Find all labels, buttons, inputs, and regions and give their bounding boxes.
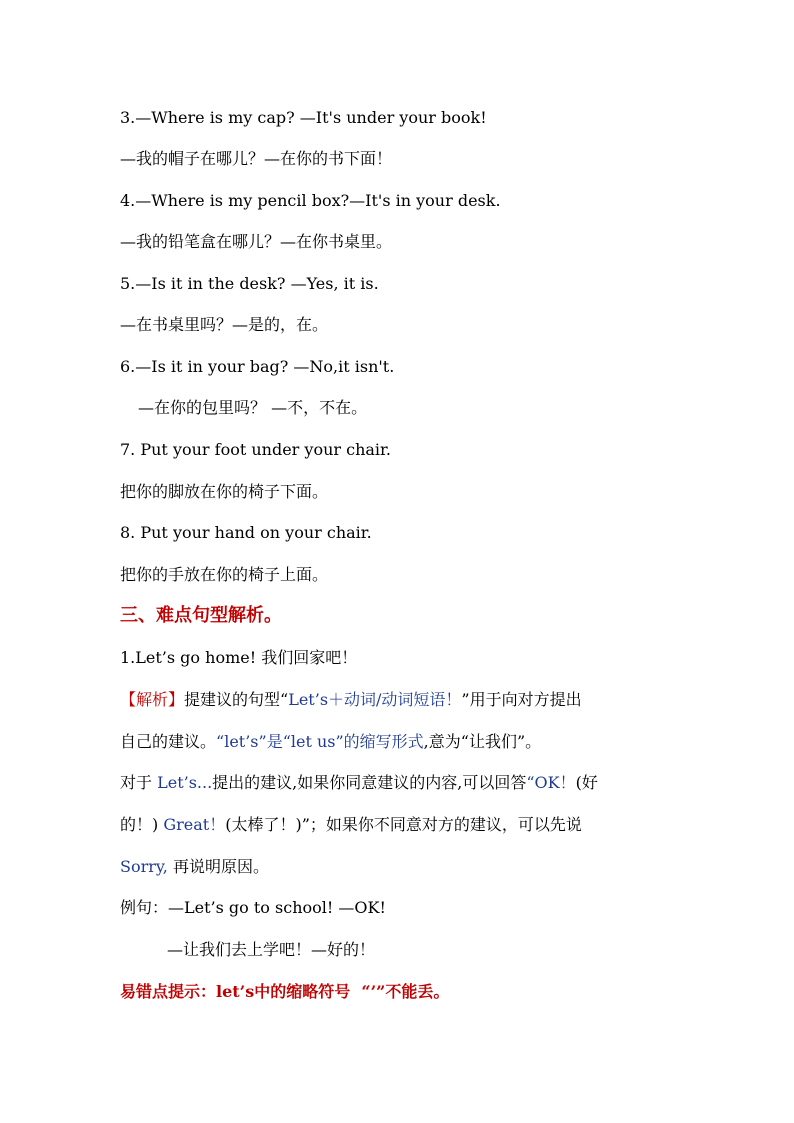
example-zh: —让我们去上学吧！—好的！ <box>167 940 376 959</box>
analysis-text: 再说明原因。 <box>167 857 269 876</box>
sentence-8-zh: 把你的手放在你的椅子上面。 <box>120 565 329 584</box>
sentence-4-en: 4.—Where is my pencil box?—It's in your desk. <box>120 191 501 210</box>
sentence-6-en: 6.—Is it in your bag? —No,it isn't. <box>120 357 395 376</box>
analysis-label: 【解析】 <box>120 690 185 709</box>
analysis-line-2 <box>120 732 541 752</box>
analysis-text: ”；如果你不同意对方的建议，可以先说 <box>301 815 582 834</box>
sentence-7-zh: 把你的脚放在你的椅子下面。 <box>120 482 329 501</box>
sentence-3-zh: —我的帽子在哪儿？—在你的书下面！ <box>120 149 393 168</box>
tip-text: 不能丢。 <box>385 982 450 1001</box>
analysis-text: 自己的建议。 <box>120 732 217 751</box>
analysis-line-3 <box>120 773 598 793</box>
analysis-text: 提出的建议,如果你同意建议的内容,可以回答 <box>212 773 527 792</box>
analysis-line-5 <box>120 857 269 877</box>
analysis-text: (太棒了！) <box>225 815 302 834</box>
lets-text: Let’s... <box>157 773 213 792</box>
ok-text: “OK！ <box>526 773 576 792</box>
analysis-line-1 <box>120 690 582 710</box>
sorry-text: Sorry, <box>120 857 168 876</box>
example-en: 例句：—Let’s go to school! —OK! <box>120 898 386 917</box>
item-title: 1.Let’s go home! 我们回家吧！ <box>120 648 358 667</box>
tip-text: 中的缩略符号 <box>254 982 351 1001</box>
analysis-line-4 <box>120 815 582 835</box>
great-text: Great！ <box>163 815 226 834</box>
tip-symbol: “’” <box>361 982 386 1001</box>
analysis-text: 对于 <box>120 773 158 792</box>
sentence-3-en: 3.—Where is my cap? —It's under your book! <box>120 108 487 127</box>
sentence-5-zh: —在书桌里吗？—是的，在。 <box>120 315 329 334</box>
sentence-5-en: 5.—Is it in the desk? —Yes, it is. <box>120 274 379 293</box>
sentence-4-zh: —我的铅笔盒在哪儿？—在你书桌里。 <box>120 232 393 251</box>
sentence-6-zh: —在你的包里吗？ —不，不在。 <box>138 398 368 417</box>
tip-label: 易错点提示： <box>120 982 217 1001</box>
analysis-text: 提建议的句型“ <box>184 690 289 709</box>
pattern-text: Let’s＋动词/动词短语！ <box>288 690 462 709</box>
sentence-8-en: 8. Put your hand on your chair. <box>120 523 372 542</box>
analysis-text: ”用于向对方提出 <box>461 690 582 709</box>
section-heading: 三、难点句型解析。 <box>120 605 282 626</box>
contraction-text: “let’s”是“let us”的缩写形式 <box>216 732 424 751</box>
analysis-text: 的！) <box>120 815 164 834</box>
analysis-text: (好 <box>575 773 598 792</box>
sentence-7-en: 7. Put your foot under your chair. <box>120 440 392 459</box>
tip-keyword: let’s <box>216 982 255 1001</box>
error-tip <box>120 982 449 1002</box>
analysis-text: ,意为“让我们”。 <box>423 732 542 751</box>
